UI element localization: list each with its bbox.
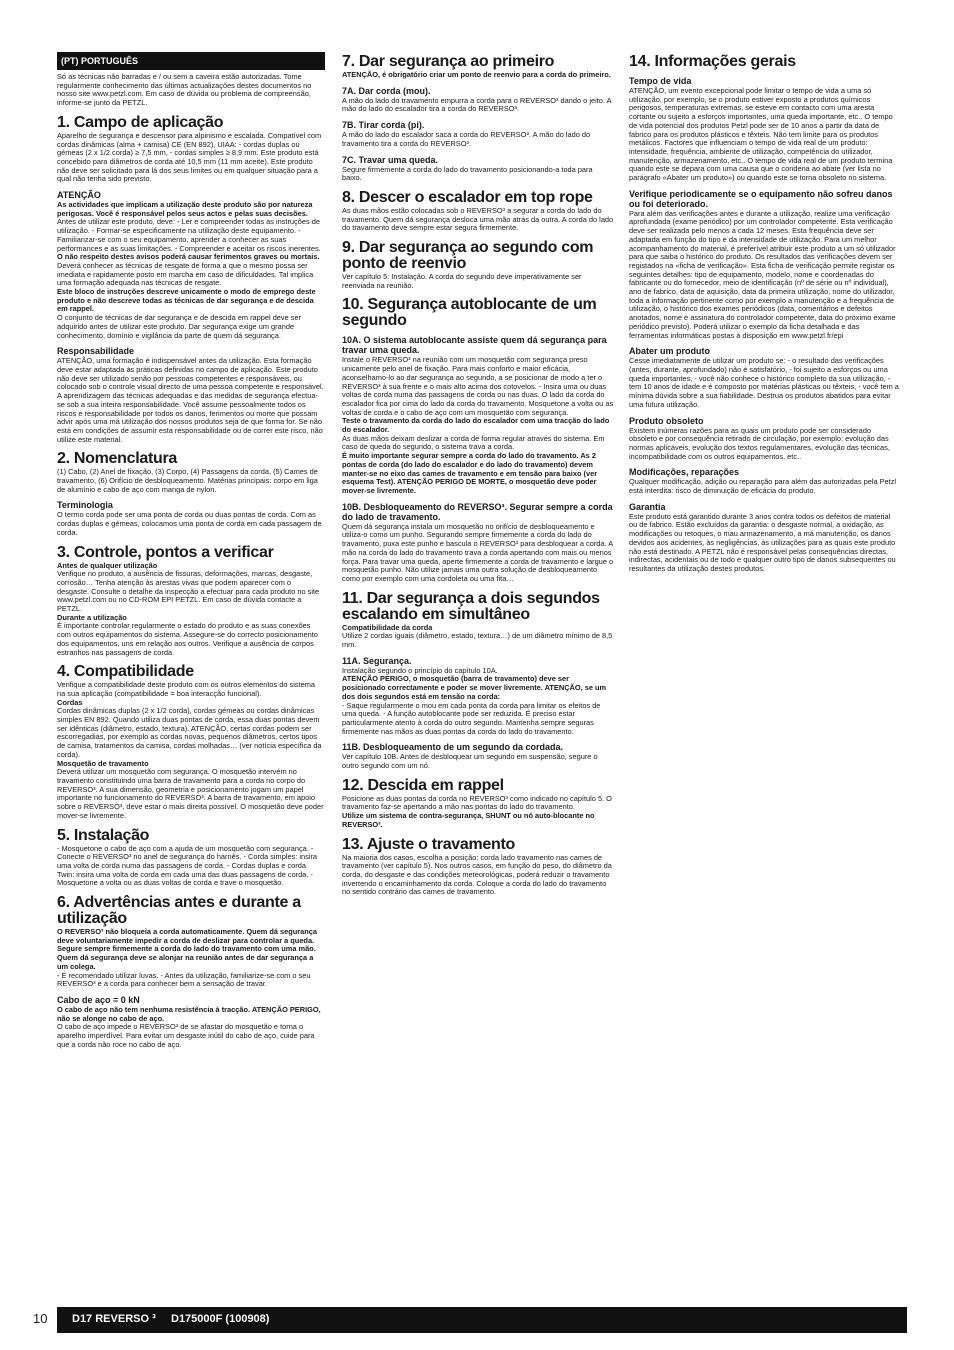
attention-body: Antes de utilizar este produto, deve: - Ler e compreender todas as instruções de utilização. - Formar-se especificamente na utilização deste equipamento. - Familiarizar-se com o seu equipamento, aprender a conhecer as suas performances e as suas limitações. - Compreender e aceitar os riscos inerentes. xyxy=(57,217,321,253)
section-12-title: 12. Descida em rappel xyxy=(342,776,504,794)
responsibility-body: ATENÇÃO, uma formação é indispensável antes da utilização. Esta formação deve estar adaptada às práticas definidas no campo de aplicação. Este produto não deve ser utilizado senão por pessoas competentes e responsáveis, ou colocado sob o controle visual directo de uma pessoa competente e responsável. A aprendizagem das técnicas adequadas e das medidas de segurança efectua-se sob a sua inteira responsabilidade. Você assume pessoalmente todos os riscos e responsabilidade por todos os danos, ferimentos ou morte que possam advir após uma má utilização dos nossos produtos seja de que forma for. Se não está em condições de assumir esta responsabilidade ou de correr este risco, não utilize este material. xyxy=(57,356,324,444)
attention-title: ATENÇÃO xyxy=(57,190,101,201)
attention-bold: As actividades que implicam a utilização deste produto são por natureza perigosas. Você é responsável pelos seus actos e pelas suas decisões. xyxy=(57,200,313,218)
obsolete-product-body: Existem inúmeras razões para as quais um produto pode ser considerado obsoleto e por consequência retirado de circulação, por exemplo: evolução das normas aplicáveis, evolução dos textos regulamentares, evolução das técnicas, incompatibilidade com os outros equipamentos, etc.. xyxy=(629,425,890,461)
retire-product-title: Abater um produto xyxy=(629,346,710,357)
footer-product: D17 REVERSO ³ xyxy=(72,1313,156,1325)
section-7c-body: Segure firmemente a corda do lado do travamento posicionando-a toda para baixo. xyxy=(342,164,593,183)
retire-product-body: Cesse imediatamente de utilizar um produto se: - o resultado das verificações (antes, durante, aprofundado) não é satisfatório, - foi sujeito a esforços ou uma queda importantes, - você não conhece o histórico completo da sua utilização, - tem 10 anos de idade e é composto por matérias plásticas ou têxteis, - você tem a mínima dúvida sobre a sua fiabilidade. Destrua os produtos abatidos para evitar uma futura utilização. xyxy=(629,356,899,409)
obsolete-product-title: Produto obsoleto xyxy=(629,415,704,426)
section-4-sub-2: Mosquetão de travamento xyxy=(57,758,149,768)
periodic-check-body: Para além das verificações antes e durante a utilização, realize uma verificação aprofundada (exame periódico) por um controlador competente. Esta verificação deve ser realizada pelo menos a cada 12 meses. Esta frequência deve ser adaptada em função do tipo e da intensidade de utilização. Para um melhor acompanhamento do material, é preferível atribuir este produto a um só utilizador para que saiba o histórico do produto. Os resultados das verificações devem ser registados na «ficha de verificação». Esta ficha de verificação permite registar os seguintes detalhes: tipo de equipamento, modelo, nome e coordenadas do fabricante ou do fornecedor, meio de identificação (nº de série ou nº individual), ano de fabrico, data de aquisição, data da primeira utilização, nome do utilizador, toda a informação pertinente como por exemplo a manutenção e a frequência de utilização, o histórico dos exames periódicos (data, comentários e defeitos anotados, nome e assinatura do controlador competente, data do próximo exame periódico previsto). Poderá utilizar o exemplo da ficha detalhada e das ferramentas informáticas postas à disposição em www.petzl.fr/epi xyxy=(629,208,896,340)
section-3-sub-1: Antes de qualquer utilização xyxy=(57,560,158,570)
section-11-title: 11. Dar segurança a dois segundos escalando em simultâneo xyxy=(342,589,600,623)
page-number: 10 xyxy=(33,1311,48,1326)
section-11a-body-2: - Saque regularmente o mou em cada ponta da corda para limitar os efeitos de uma queda. - A função autoblocante pode ser reduzida. É preciso estar particularmente atento à corda do outro segundo. Mantenha sempre seguras firmemente nas mãos as duas pontas da corda do lado do travamento. xyxy=(342,700,601,736)
section-6-bold: O REVERSO³ não bloqueia a corda automaticamente. Quem dá segurança deve voluntariamente impedir a corda de deslizar para controlar a queda. Segure sempre firmemente a corda do lado do travamento com uma mão. Quem dá segurança deve se alonjar na reunião antes de dar segurança a um colega. xyxy=(57,927,317,971)
section-7a-title: 7A. Dar corda (mou). xyxy=(342,85,431,96)
intro-text: Só as técnicas não barradas e / ou sem a caveira estão autorizadas. Tome regularmente conhecimento das últimas actualizações destes documentos no nosso site www.petzl.com. Em caso de dúvida ou problema de compreensão, informe-se junto da PETZL. xyxy=(57,72,312,108)
section-4-body: Verifique a compatibilidade deste produto com os outros elementos do sistema na sua aplicação (compatibilidade = boa interacção funcional). xyxy=(57,680,315,698)
warranty-title: Garantia xyxy=(629,501,666,512)
terminology-title: Terminologia xyxy=(57,500,113,511)
section-6-sub-bold: O cabo de aço não tem nenhuma resistência à tracção. ATENÇÃO PERIGO, não se alonge no cabo de aço. xyxy=(57,1004,321,1023)
section-6-title: 6. Advertências antes e durante a utilização xyxy=(57,894,301,928)
section-11-sub: Compatibilidade da corda xyxy=(342,622,433,632)
section-6-body: - É recomendado utilizar luvas. - Antes da utilização, familiarize-se com o seu REVERSO³ e a corda para conhecer bem a sensação de travar. xyxy=(57,970,311,989)
section-7-title: 7. Dar segurança ao primeiro xyxy=(342,53,555,70)
attention-body-2: Deverá conhecer as técnicas de resgate de forma a que o mesmo possa ser imediata e rapidamente posto em marcha em caso de dificuldades. Tal implica uma formação adequada nas técnicas de resgate. xyxy=(57,260,314,288)
footer-reference: D175000F (100908) xyxy=(171,1313,270,1325)
section-6-sub-body: O cabo de aço impede o REVERSO³ de se afastar do mosquetão e torna o aparelho imperdível. Para evitar um desgaste inútil do cabo de aço, cuide para que a corda não roce no cabo de aço. xyxy=(57,1022,315,1049)
section-3-title: 3. Controle, pontos a verificar xyxy=(57,543,274,561)
section-10a-body-2: As duas mãos deixam deslizar a corda de forma regular através do sistema. Em caso de queda do segundo, o sistema trava a corda. xyxy=(342,433,605,452)
section-4-body-1: Cordas dinâmicas duplas (2 x 1/2 corda), cordas gémeas ou cordas dinâmicas simples EN 892. Quando utiliza duas pontas de corda, essa duas pontas devem ser idênticas (diâmetro, estado, textura). ATENÇÃO, certas cordas podem ser escorregadias, por exemplo as cordas novas, pequenos diâmetros, certos tipos de camisa, tratamentos da camisa, cordas molhadas… (ver notícia específica da corda). xyxy=(57,706,322,759)
column-2 xyxy=(342,52,614,897)
section-9-title: 9. Dar segurança ao segundo com ponto de reenvio xyxy=(342,239,594,273)
section-12-bold: Utilize um sistema de contra-segurança, SHUNT ou nó auto-blocante no REVERSO³. xyxy=(342,811,595,829)
section-4-body-2: Deverá utilizar um mosquetão com segurança. O mosquetão intervém no travamento constituindo uma barra de travamento para a corda no corpo do REVERSO³. A sua dimensão, geometria e posicionamento jogam um papel importante no funcionamento do REVERSO³. A barra de travamento, em apoio sobre o REVERSO³, deve estar o mais direita possível. O mosquetão deve poder mover-se livremente. xyxy=(57,767,324,820)
section-14-title: 14. Informações gerais xyxy=(629,53,796,70)
section-4-title: 4. Compatibilidade xyxy=(57,663,194,681)
section-10a-body: Instale o REVERSO³ na reunião com um mosquetão com segurança preso unicamente pelo anel de fixação. Para mais conforto e maior eficácia, aconselhamo-lo ao dar segurança ao segundo, a se posicionar de modo a ter o REVERSO³ à sua frente e o mais alto acima dos cotovelos. - Insira uma ou duas voltas de corda numa das passagens de corda ou nas duas. O lado da corda do escalador fica por cima do lado da corda do travamento. Mosquetone a volta ou as voltas de corda e o cabo de aço com um mosquetão com segurança. xyxy=(342,355,614,417)
lifetime-body: ATENÇÃO, um evento excepcional pode limitar o tempo de vida a uma só utilização, por exemplo, se o produto estiver exposto a produtos químicos perigosos, temperaturas extremas, se esteve em contacto com uma aresta cortante ou sujeito a esforços importantes, uma queda importante, etc.. O tempo de vida potencial dos produtos Petzl pode ser de 10 anos a partir da data de fabrico para os produtos plásticos e têxteis. Não tem limite para os produtos metálicos. Factores que influenciam o tempo de vida real de um produto: intensidade, frequência, ambiente de utilização, competência do utilizador, manutenção, armazenamento, etc.. O tempo de vida real de um produto termina quando este se depara com uma causa que o condena ao abate (ver lista no parágrafo «Abater um produto») ou quando este se torna obsoleto no sistema. xyxy=(629,86,893,183)
column-3 xyxy=(629,52,899,574)
section-11a-bold: ATENÇÃO PERIGO, o mosquetão (barra de travamento) deve ser posicionado correctamente e poder se mover livremente. ATENÇÃO, se um dos dois segundos está em tensão na corda: xyxy=(342,674,607,701)
section-10b-body: Quem dá segurança instala um mosquetão no orifício de desbloqueamento e utiliza-o como um punho. Segurando sempre firmemente a corda do lado do travamento, puxa este punho e bascula o REVERSO³ para desbloquear a corda. A mão na corda do lado do travamento trava a corda apertando com mais ou menos força. Para travar uma queda, aperte firmemente a corda de travamento e largue o mosquetão punho. Não utilize jamais uma outra solução de desbloqueamento como por exemplo com uma cordoleta ou uma fita… xyxy=(342,521,614,583)
section-7a-body: A mão do lado do travamento empurra a corda para o REVERSO³ dando o jeito. A mão do lado do escalador tira a corda do REVERSO³. xyxy=(342,95,612,114)
terminology-body: O termo corda pode ser uma ponta de corda ou duas pontas de corda. Com as cordas duplas e gémeas, colocamos uma ponta de corda em cada passagem de corda. xyxy=(57,510,322,537)
section-10a-bold: Teste o travamento da corda do lado do escalador com uma tracção do lado do escalador. xyxy=(342,416,610,435)
section-13-title: 13. Ajuste o travamento xyxy=(342,835,516,853)
section-3-body-1: Verifique no produto, a ausência de fissuras, deformações, marcas, desgaste, corrosão… Tenha atenção às arestas vivas que podem aparecer com o desgaste. Consulte o detalhe da inspecção a efectuar para cada produto no site www.petzl.com ou no CD-ROM EPI PETZL. Em caso de dúvida contacte a PETZL. xyxy=(57,569,320,614)
section-7c-title: 7C. Travar uma queda. xyxy=(342,154,439,165)
section-11a-body: Instalação segundo o princípio do capítulo 10A. xyxy=(342,665,498,675)
periodic-check-title: Verifique periodicamente se o equipamento não sofreu danos ou foi deteriorado. xyxy=(629,188,893,209)
section-9-body: Ver capítulo 5: Instalação. A corda do segundo deve imperativamente ser reenviada na reunião. xyxy=(342,272,582,290)
section-7-bold: ATENÇÃO, é obrigatório criar um ponto de reenvio para a corda do primeiro. xyxy=(342,70,611,79)
modifications-title: Modificações, reparações xyxy=(629,467,740,478)
section-1-title: 1. Campo de aplicação xyxy=(57,113,224,131)
section-3-sub-2: Durante a utilização xyxy=(57,612,127,622)
warranty-body: Este produto está garantido durante 3 anos contra todos os defeitos de material ou de fabrico. Estão excluídos da garantia: o desgaste normal, a oxidação, as modificações ou retoques, o mau armazenamento, a má manutenção, os danos devidos aos acidentes, às negligências, às utilizações para as quais este produto não está destinado. A PETZL não é responsável pelas consequências directas, indirectas, acidentais ou de todo e qualquer outro tipo de danos subsequentes ou resultantes da utilização destes produtos. xyxy=(629,511,896,573)
section-7b-body: A mão do lado do escalador saca a corda do REVERSO³. A mão do lado do travamento tira a corda do REVERSO³. xyxy=(342,130,591,148)
responsibility-title: Responsabilidade xyxy=(57,346,135,357)
section-6-sub: Cabo de aço = 0 kN xyxy=(57,994,140,1005)
manual-page xyxy=(57,52,907,1302)
lifetime-title: Tempo de vida xyxy=(629,76,692,86)
section-5-title: 5. Instalação xyxy=(57,826,150,844)
section-11b-title: 11B. Desbloqueamento de um segundo da cordada. xyxy=(342,742,564,753)
section-10a-bold-2: É muito importante segurar sempre a corda do lado do travamento. As 2 pontas de corda (do lado do escalador e do lado do travamento) devem manter-se no eixo das cames de travamento e em tensão para baixo (ver esquema Test). ATENÇÃO PERIGO DE MORTE, o mosquetão deve poder mover-se livremente. xyxy=(342,451,598,495)
section-8-body: As duas mãos estão colocadas sob o REVERSO³ a segurar a corda do lado do travamento. Quem dá segurança desloca uma mão atrás da outra. A corda do lado do travamento deve sempre estar segura firmemente. xyxy=(342,205,614,233)
section-1-body: Aparelho de segurança e descensor para alpinismo e escalada. Compatível com cordas dinâmicas (alma + camisa) CE (EN 892), UIAA: - cordas duplas ou gémeas (2 x 1/2 corda) ≥ 7,5 mm, - cordas simples ≥ 8,9 mm. Este produto está concebido para diâmetros de corda até 10,5 mm (11 mm aceite). Este produto não deve ser solicitado para lá dos seus limites ou em qualquer situação para a qual não tenha sido previsto. xyxy=(57,130,322,184)
section-8-title: 8. Descer o escalador em top rope xyxy=(342,188,593,206)
attention-bold-3: Este bloco de instruções descreve unicamente o modo de emprego deste produto e não descreve todas as técnicas de dar segurança e de descida em rappel. xyxy=(57,287,316,314)
section-13-body: Na maioria dos casos, escolha a posição: corda lado travamento nas cames de travamento (ver capítulo 5). Nos outros casos, em função do peso, do diâmetro da corda, do desgaste e das condições meteorológicas, poderá reduzir o travamento invertendo o encaminhamento da corda. Coloque a corda do lado do travamento no sentido contrário das cames de travamento. xyxy=(342,852,612,897)
modifications-body: Qualquer modificação, adição ou reparação para além das autorizadas pela Petzl está interdita: risco de diminuição de eficácia do produto. xyxy=(629,477,897,496)
section-3-body-2: É importante controlar regularmente o estado do produto e as suas conexões com outros equipamentos do sistema. Assegure-se do correcto posicionamento dos equipamentos, uns em relação aos outros. Verifique a ausência de corpos estranhos nas passagens de corda. xyxy=(57,621,318,657)
section-11b-body: Ver capítulo 10B. Antes de desbloquear um segundo em suspensão, segure o outro segundo com um nó. xyxy=(342,752,598,771)
section-10b-title: 10B. Desbloqueamento do REVERSO³. Segurar sempre a corda do lado de travamento. xyxy=(342,501,613,522)
section-4-sub-1: Cordas xyxy=(57,697,83,707)
language-label: (PT) PORTUGUÊS xyxy=(57,52,325,70)
column-1 xyxy=(57,52,325,1049)
section-11-body: Utilize 2 cordas iguais (diâmetro, estado, textura…) de um diâmetro mínimo de 8,5 mm. xyxy=(342,631,613,650)
attention-body-3: O conjunto de técnicas de dar segurança e de descida em rappel deve ser adquirido antes de utilizar este produto. Dar segurança exige um grande conhecimento, domínio e vigilância da parte de quem dá segurança. xyxy=(57,313,302,340)
section-12-body: Posicione as duas pontas da corda no REVERSO³ como indicado no capítulo 5. O travamento faz-se apertando a mão nas pontas do lado do travamento. xyxy=(342,793,612,812)
section-7b-title: 7B. Tirar corda (pi). xyxy=(342,120,425,131)
section-2-body: (1) Cabo, (2) Anel de fixação, (3) Corpo, (4) Passagens da corda, (5) Cames de travamento, (6) Orifício de desbloqueamento. Matérias principais: corpo em liga de alumínio e cabo de aço com manga de nylon. xyxy=(57,467,318,494)
section-2-title: 2. Nomenclatura xyxy=(57,450,177,468)
attention-bold-2: O não respeito destes avisos poderá causar ferimentos graves ou mortais. xyxy=(57,252,320,262)
section-10a-title: 10A. O sistema autoblocante assiste quem dá segurança para travar uma queda. xyxy=(342,335,607,356)
section-11a-title: 11A. Segurança. xyxy=(342,655,412,666)
section-5-body: - Mosquetone o cabo de aço com a ajuda de um mosquetão com segurança. - Conecte o REVERSO³ no anel de segurança do harnês. - Corda simples: insira uma volta de corda numa das passagens de corda. - Cordas duplas e corda Twin: insira uma volta de corda em cada uma das duas passagens de corda. - Mosquetone a volta ou as duas voltas de corda e trave o mosquetão. xyxy=(57,843,318,888)
section-10-title: 10. Segurança autoblocante de um segundo xyxy=(342,296,597,330)
